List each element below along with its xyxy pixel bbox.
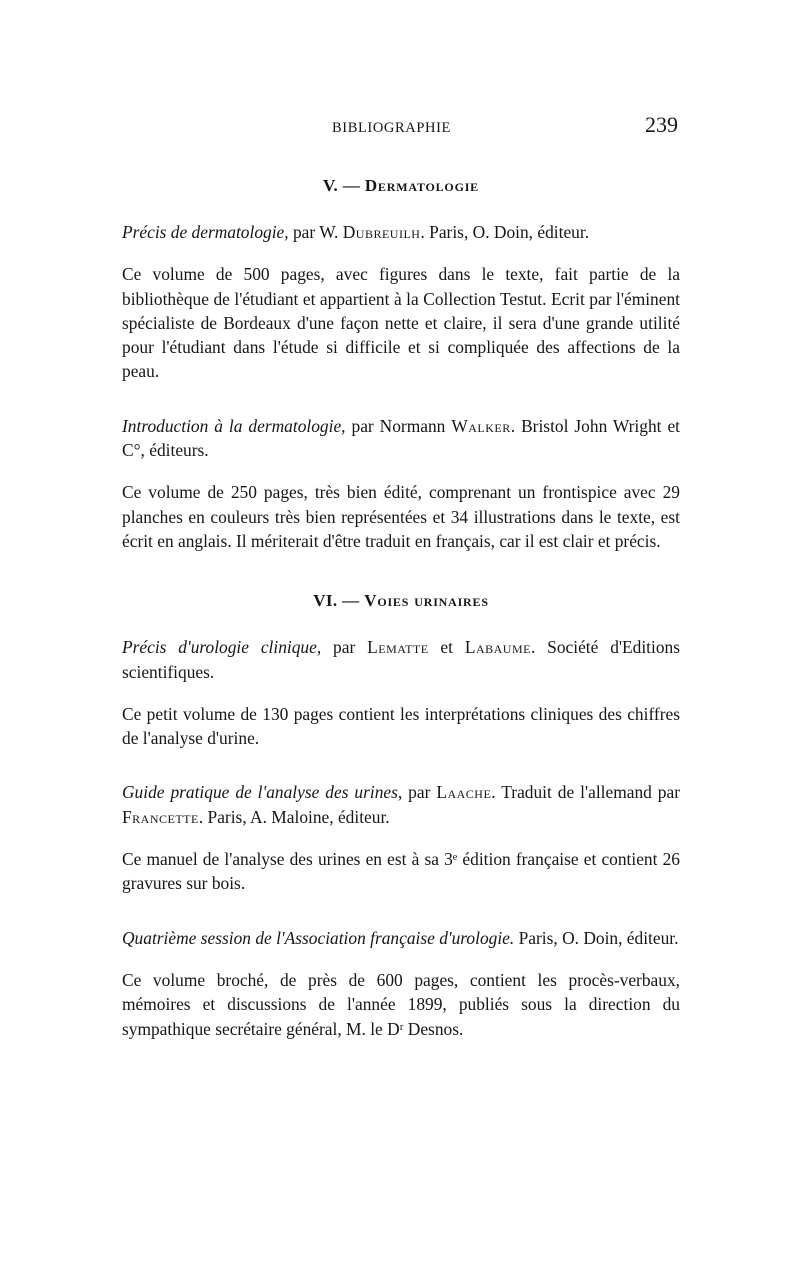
author-name: Walker [451, 415, 511, 436]
translator-name: Francette [122, 806, 199, 827]
citation-guide-analyse-urines: Guide pratique de l'analyse des urines, par Laache. Traduit de l'allemand par Francette. Paris, A. Maloine, éditeur. [122, 782, 680, 827]
citation-precis-urologie: Précis d'urologie clinique, par Lematte et Labaume. Société d'Editions scientifiques. [122, 637, 681, 682]
section-title: Dermatologie [364, 176, 479, 195]
author-name: Lematte [367, 637, 429, 658]
section-heading-dermatologie [122, 172, 680, 200]
section-title: Voies urinaires [364, 591, 489, 611]
running-title: BIBLIOGRAPHIE [332, 120, 451, 136]
citation-quatrieme-session: Quatrième session de l'Association française d'urologie. Paris, O. Doin, éditeur. [122, 927, 679, 948]
review-precis-dermatologie: Ce volume de 500 pages, avec figures dans le texte, fait partie de la bibliothèque de l'étudiant et appartient à la Collection Testut. Ecrit par l'éminent spécialiste de Bordeaux d'une façon nette et claire, il sera d'une grande utilité pour l'étudiant dans l'étude si difficile et si compliquée des affections de la peau. [122, 264, 680, 382]
review-precis-urologie: Ce petit volume de 130 pages contient les interprétations cliniques des chiffres de l'analyse d'urine. [122, 703, 680, 749]
book-title: Guide pratique de l'analyse des urines, [122, 782, 403, 803]
book-title: Quatrième session de l'Association française d'urologie. [122, 927, 515, 948]
page-body [122, 172, 680, 1041]
review-quatrieme-session: Ce volume broché, de près de 600 pages, contient les procès-verbaux, mémoires et discussions de l'année 1899, publiés sous la direction du sympathique secrétaire général, M. le Dʳ Desnos. [122, 969, 680, 1039]
book-title: Précis de dermatologie, [122, 222, 289, 242]
section-number: VI. — [313, 591, 360, 611]
book-title: Précis d'urologie clinique, [122, 637, 322, 658]
running-head [122, 112, 682, 142]
citation-precis-dermatologie: Précis de dermatologie, par W. Dubreuilh. Paris, O. Doin, éditeur. [122, 222, 590, 242]
author-name: Labaume [464, 637, 531, 658]
citation-introduction-dermatologie: Introduction à la dermatologie, par Normann Walker. Bristol John Wright et C°, éditeurs. [122, 415, 680, 461]
review-guide-analyse-urines: Ce manuel de l'analyse des urines en est à sa 3ᵉ édition française et contient 26 gravures sur bois. [122, 849, 680, 894]
book-title: Introduction à la dermatologie, [122, 415, 346, 436]
page-number: 239 [645, 112, 678, 137]
section-number: V. — [323, 176, 361, 195]
author-name: Laache [436, 782, 492, 803]
review-introduction-dermatologie: Ce volume de 250 pages, très bien édité, comprenant un frontispice avec 29 planches en couleurs très bien représentées et 34 illustrations dans le texte, est écrit en anglais. Il mériterait d'être traduit en français, car il est clair et précis. [122, 482, 680, 551]
section-heading-voies-urinaires [122, 587, 680, 615]
author-name: Dubreuilh [342, 222, 421, 242]
